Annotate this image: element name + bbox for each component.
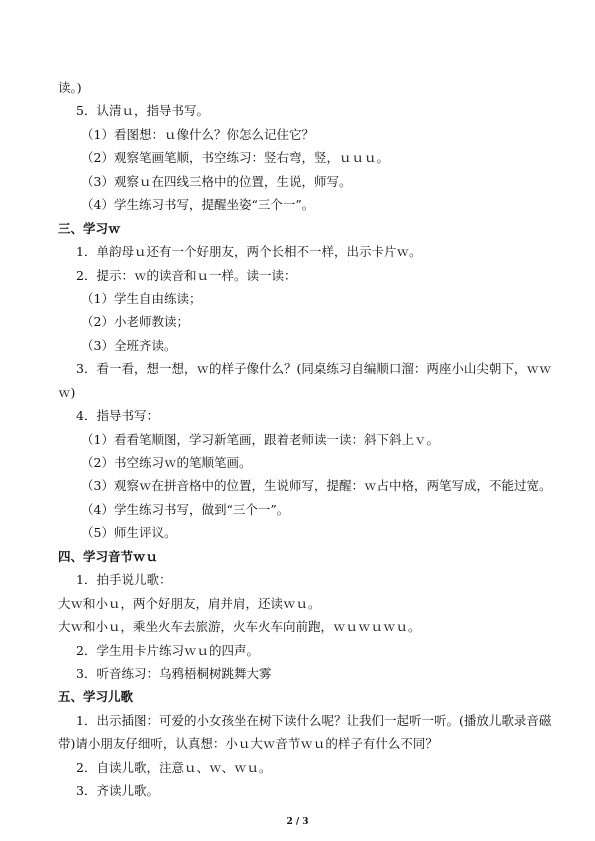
text-line: 读。) [58,80,82,95]
page-number: 2 / 3 [286,817,309,827]
text-line: （2）书空练习ｗ的笔顺笔画。 [81,455,252,470]
text-line: 5．认清ｕ，指导书写。 [76,103,209,119]
text-line: （3）观察ｗ在拼音格中的位置，生说师写，提醒：ｗ占中格，两笔写成，不能过宽。 [81,478,552,494]
text-line: 3．听音练习：乌鸦梧桐树跳舞大雾 [76,665,272,681]
text-line: ｗ) [58,384,76,400]
text-line: 2．提示：ｗ的读音和ｕ一样。读一读： [76,267,297,283]
text-line: 3．看一看，想一想，ｗ的样子像什么？(同桌练习自编顺口溜：两座小山尖朝下，ｗｗ [76,361,552,377]
text-line: （3）全班齐读。 [81,337,177,353]
text-line: 大ｗ和小ｕ，两个好朋友，肩并肩，还读ｗｕ。 [58,595,321,611]
text-line: 1．拍手说儿歌： [76,572,172,588]
text-line: 4．指导书写： [76,408,159,424]
section-heading: 三、学习ｗ [58,220,121,236]
text-line: （1）看图想：ｕ像什么？你怎么记住它？ [81,126,314,142]
text-line: （2）小老师教读； [81,314,189,330]
text-line: 1．单韵母ｕ还有一个好朋友，两个长相不一样，出示卡片ｗ。 [76,244,422,260]
text-line: （4）学生练习书写，做到“三个一”。 [81,501,290,517]
text-line: 大ｗ和小ｕ，乘坐火车去旅游，火车火车向前跑，ｗｕｗｕｗｕ。 [58,619,421,635]
section-heading: 五、学习儿歌 [58,689,134,705]
text-line: 1．出示插图：可爱的小女孩坐在树下读什么呢？让我们一起听一听。(播放儿歌录音磁 [76,712,552,728]
text-line: （1）学生自由练读； [81,290,202,306]
text-line: （3）观察ｕ在四线三格中的位置，生说，师写。 [81,173,352,189]
section-heading: 四、学习音节ｗｕ [58,548,159,564]
document-body [0,76,595,803]
text-line: （2）观察笔画笔顺，书空练习：竖右弯，竖，ｕｕｕ。 [81,150,389,166]
text-line: 2．自读儿歌，注意ｕ、ｗ、ｗｕ。 [76,759,272,775]
text-line: （5）师生评议。 [81,525,177,541]
text-line: 3．齐读儿歌。 [76,783,159,799]
text-line: 2．学生用卡片练习ｗｕ的四声。 [76,642,259,658]
text-line: 带)请小朋友仔细听，认真想：小ｕ大ｗ音节ｗｕ的样子有什么不同？ [58,736,438,752]
text-line: （4）学生练习书写，提醒坐姿“三个一”。 [81,197,315,213]
text-line: （1）看看笔顺图，学习新笔画，跟着老师读一读：斜下斜上ｖ。 [81,431,439,447]
